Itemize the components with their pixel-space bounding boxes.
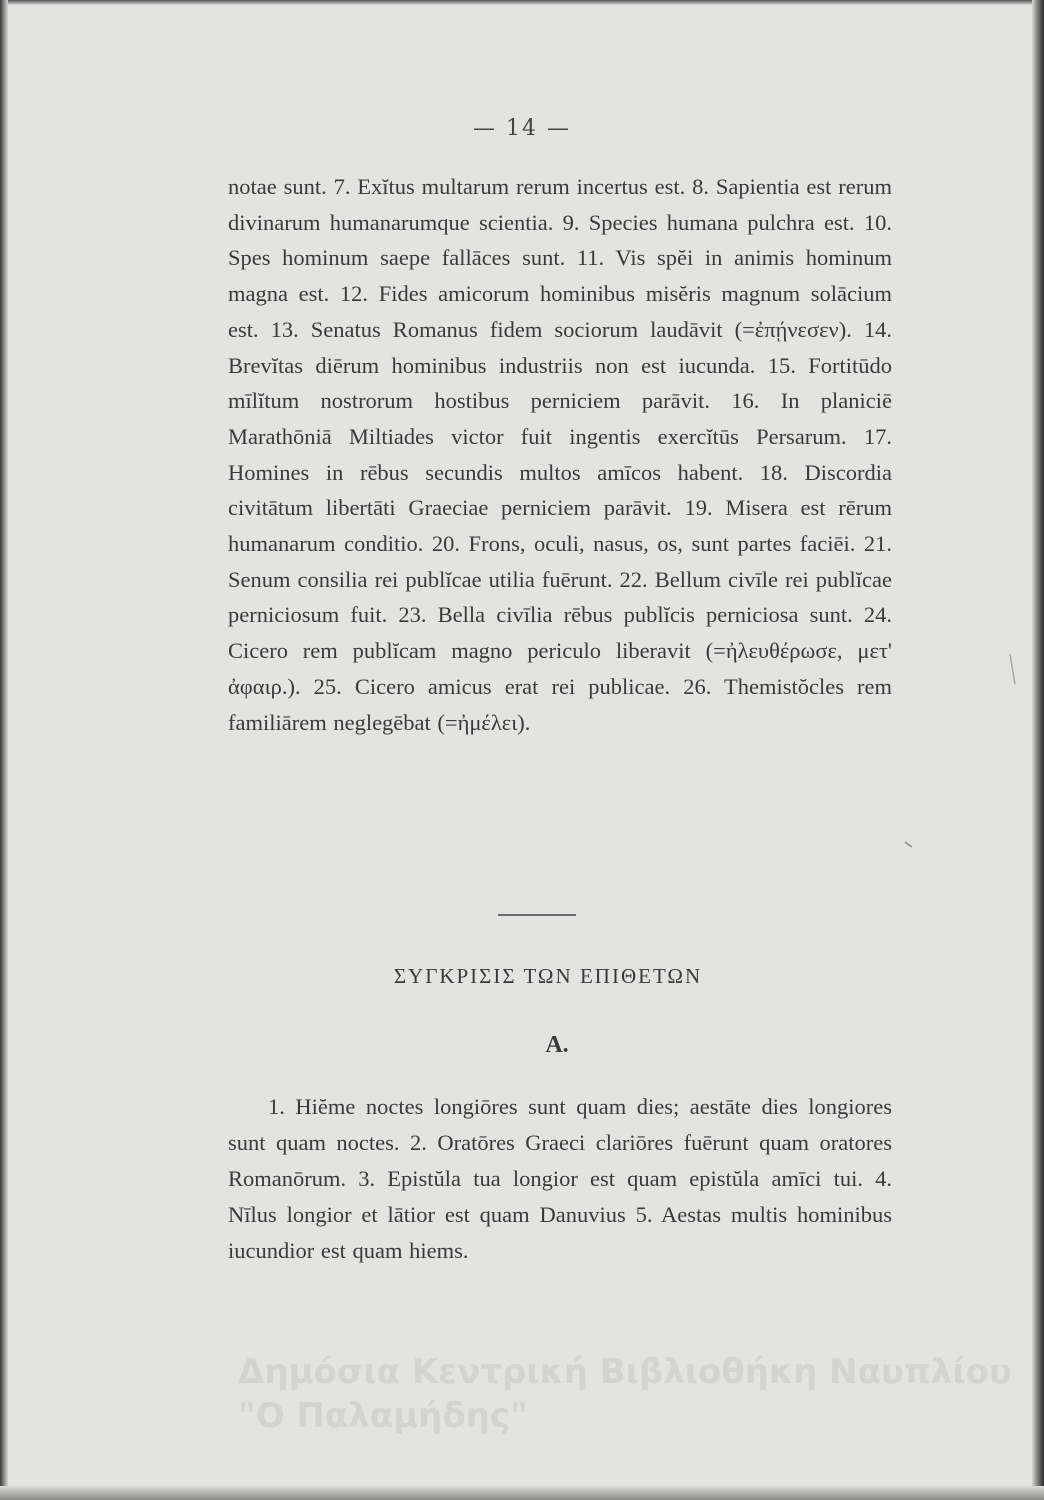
section-letter: A.	[545, 1032, 569, 1058]
watermark-line-2: "Ο Παλαμήδης"	[238, 1396, 528, 1436]
margin-speck-icon	[1006, 650, 1020, 690]
section-heading: ΣΥΓΚΡΙΣΙΣ ΤΩΝ ΕΠΙΘΕΤΩΝ	[393, 964, 703, 988]
page-top-edge	[0, 0, 1044, 5]
page-left-edge	[0, 0, 8, 1500]
page-bottom-edge	[0, 1486, 1044, 1500]
comparison-exercise-paragraph	[228, 1089, 892, 1269]
page-number: — 14 —	[473, 116, 571, 141]
library-watermark	[238, 1350, 1012, 1438]
section-divider-rule	[498, 914, 576, 916]
margin-speck	[1006, 650, 1020, 690]
exercise-paragraph-text: 1. Hiĕme noctes longiōres sunt quam dies; aestāte dies longiores sunt quam noctes. 2. Oratōres Graeci clariōres fuērunt quam oratores Romanōrum. 3. Epistŭla tua longior est quam epistŭla amīci tui. 4. Nīlus longior et lātior est quam Danuvius 5. Aestas multis hominibus iucundior est quam hiems.	[228, 1094, 892, 1263]
watermark-line-1: Δημόσια Κεντρική Βιβλιοθήκη Ναυπλίου	[238, 1352, 1012, 1392]
margin-dash-icon	[904, 839, 914, 851]
page-right-edge	[1032, 0, 1044, 1500]
margin-dash-mark	[904, 836, 914, 848]
latin-sentences-paragraph: notae sunt. 7. Exĭtus multarum rerum incertus est. 8. Sapientia est rerum divinarum humanarumque scientia. 9. Species humana pulchra est. 10. Spes hominum saepe fallāces sunt. 11. Vis spĕi in animis hominum magna est. 12. Fides amicorum hominibus misĕris magnum solācium est. 13. Senatus Romanus fidem sociorum laudāvit (=ἐπῄνεσεν). 14. Brevĭtas diērum hominibus industriis non est iucunda. 15. Fortitūdo mīlĭtum nostrorum hostibus perniciem parāvit. 16. In planiciē Marathōniā Miltiades victor fuit ingentis exercĭtūs Persarum. 17. Homines in rēbus secundis multos amīcos habent. 18. Discordia civitātum libertāti Graeciae perniciem parāvit. 19. Misera est rērum humanarum conditio. 20. Frons, oculi, nasus, os, sunt partes faciēi. 21. Senum consilia rei publĭcae utilia fuērunt. 22. Bellum civīle rei publĭcae perniciosum fuit. 23. Bella civīlia rēbus publĭcis perniciosa sunt. 24. Cicero rem publĭcam magno periculo liberavit (=ἠλευθέρωσε, μετ' ἀφαιρ.). 25. Cicero amicus erat rei publicae. 26. Themistŏcles rem familiārem neglegēbat (=ἠμέλει).	[228, 174, 892, 735]
